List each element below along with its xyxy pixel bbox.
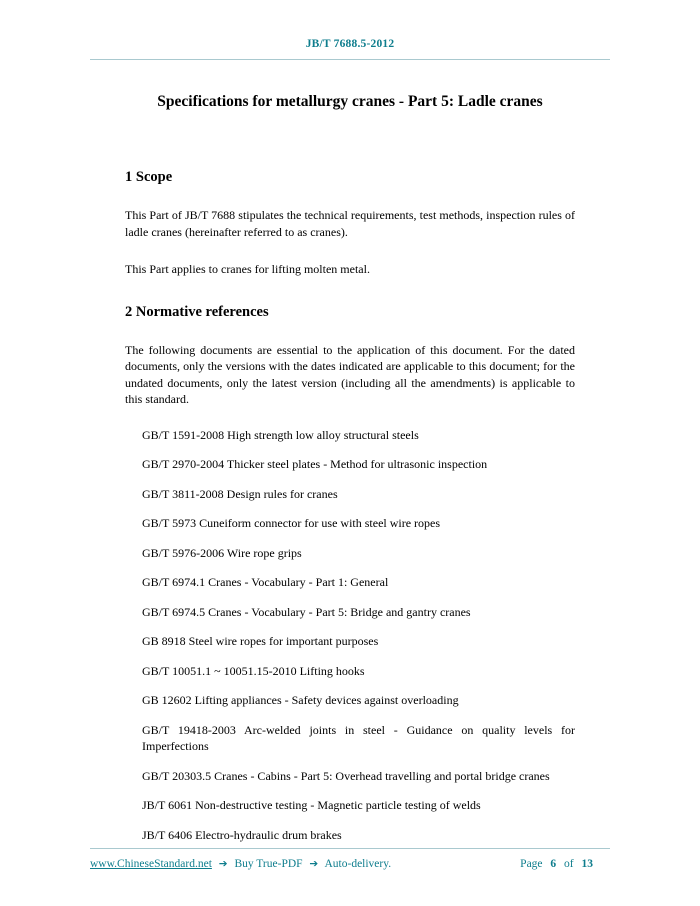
page-footer — [90, 848, 610, 870]
section-heading-scope: 1 Scope — [125, 169, 173, 186]
reference-item: GB/T 1591-2008 High strength low alloy structural steels — [142, 427, 419, 442]
arrow-icon: ➔ — [309, 858, 319, 870]
page-label: Page — [520, 858, 543, 870]
reference-item: GB 12602 Lifting appliances - Safety devices against overloading — [142, 693, 459, 708]
reference-list — [125, 427, 575, 844]
reference-item: GB/T 2970-2004 Thicker steel plates - Method for ultrasonic inspection — [142, 457, 488, 472]
document-title: Specifications for metallurgy cranes - Part 5: Ladle cranes — [157, 93, 543, 110]
current-page-number: 6 — [550, 858, 557, 870]
of-label: of — [564, 858, 574, 870]
reference-item: JB/T 6406 Electro-hydraulic drum brakes — [142, 827, 342, 842]
reference-item: GB/T 6974.5 Cranes - Vocabulary - Part 5: Bridge and gantry cranes — [142, 604, 471, 619]
scope-paragraph-2: This Part applies to cranes for lifting molten metal. — [125, 262, 370, 277]
footer-delivery-text: Auto-delivery. — [324, 858, 392, 870]
reference-item: GB/T 6974.1 Cranes - Vocabulary - Part 1: General — [142, 575, 389, 590]
page-indicator — [518, 858, 610, 870]
arrow-icon: ➔ — [218, 858, 228, 870]
header-divider — [90, 59, 610, 60]
reference-item: GB/T 20303.5 Cranes - Cabins - Part 5: Overhead travelling and portal bridge cranes — [142, 768, 550, 783]
footer-divider — [90, 848, 610, 849]
reference-item: JB/T 6061 Non-destructive testing - Magnetic particle testing of welds — [142, 798, 481, 813]
reference-item: GB 8918 Steel wire ropes for important purposes — [142, 634, 379, 649]
reference-item: GB/T 10051.1 ~ 10051.15-2010 Lifting hooks — [142, 663, 365, 678]
reference-item: GB/T 5973 Cuneiform connector for use with steel wire ropes — [142, 516, 441, 531]
reference-item: GB/T 19418-2003 Arc-welded joints in steel - Guidance on quality levels for Imperfections — [142, 722, 575, 754]
section-heading-normative-references: 2 Normative references — [125, 303, 269, 320]
document-body — [125, 169, 575, 843]
scope-paragraph-1: This Part of JB/T 7688 stipulates the technical requirements, test methods, inspection rules of ladle cranes (hereinafter referred to as cranes). — [125, 208, 575, 239]
header-standard-code: JB/T 7688.5-2012 — [305, 38, 395, 50]
reference-item: GB/T 3811-2008 Design rules for cranes — [142, 486, 338, 501]
footer-site-link[interactable]: www.ChineseStandard.net — [90, 858, 212, 870]
normative-references-intro: The following documents are essential to the application of this document. For the dated documents, only the versions with the dates indicated are applicable to this document; for the undated documents, only the latest version (including all the amendments) is applicable to this standard. — [125, 342, 575, 407]
footer-buy-text: Buy True-PDF — [234, 858, 303, 870]
footer-promo — [90, 858, 391, 870]
footer-row — [90, 858, 610, 870]
reference-item: GB/T 5976-2006 Wire rope grips — [142, 545, 302, 560]
total-page-number: 13 — [581, 858, 593, 870]
page-header — [0, 0, 700, 60]
